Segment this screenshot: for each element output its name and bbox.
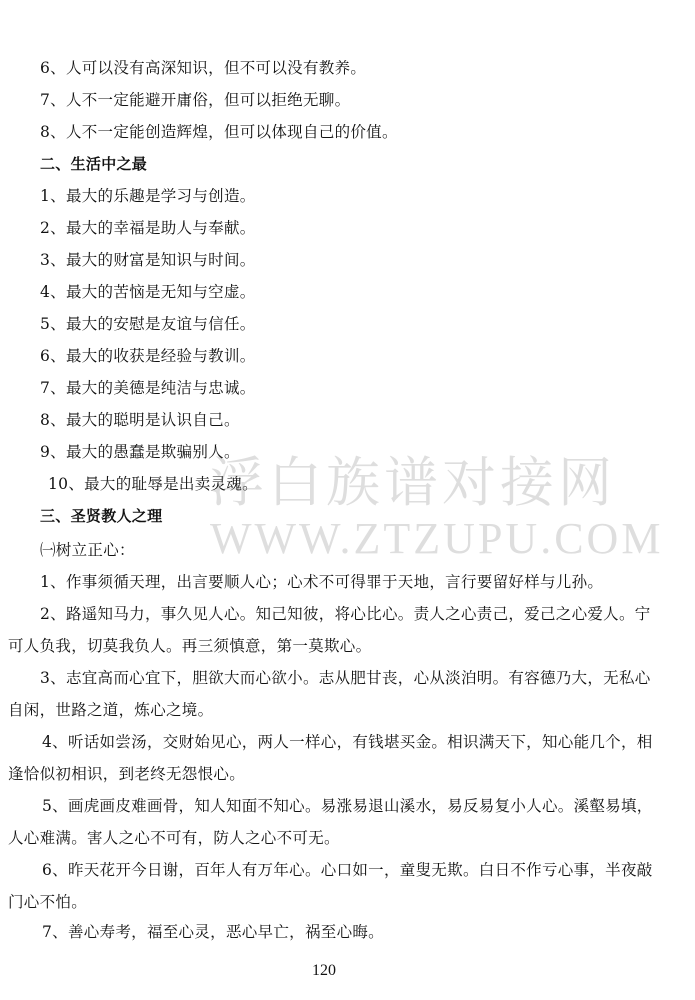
text-line: 3、最大的财富是知识与时间。 xyxy=(40,251,256,269)
text-line: 8、人不一定能创造辉煌，但可以体现自己的价值。 xyxy=(40,123,398,141)
text-line: 1、作事须循天理，出言要顺人心；心术不可得罪于天地，言行要留好样与儿孙。 xyxy=(40,573,604,591)
text-line: 可人负我，切莫我负人。再三须慎意，第一莫欺心。 xyxy=(8,637,372,655)
text-line: 6、昨天花开今日谢，百年人有万年心。心口如一，童叟无欺。白日不作亏心事，半夜敲 xyxy=(42,861,653,879)
text-line: 2、路遥知马力，事久见人心。知己知彼，将心比心。责人之心责己，爱己之心爱人。宁 xyxy=(40,605,651,623)
text-line: 人心难满。害人之心不可有，防人之心不可无。 xyxy=(8,829,340,847)
text-line: 5、最大的安慰是友谊与信任。 xyxy=(40,315,256,333)
text-line: 自闲，世路之道，炼心之境。 xyxy=(8,701,214,719)
watermark-url: WWW.ZTZUPU.COM xyxy=(210,514,664,563)
watermark-title: 浮白族谱对接网 xyxy=(210,451,616,514)
section-heading: 三、圣贤教人之理 xyxy=(40,507,163,525)
watermark xyxy=(210,440,664,563)
text-line: 7、最大的美德是纯洁与忠诚。 xyxy=(40,379,256,397)
text-line: 7、善心寿考，福至心灵，恶心早亡，祸至心晦。 xyxy=(42,923,384,941)
page-number: 120 xyxy=(312,962,336,979)
text-line: 逢恰似初相识，到老终无怨恨心。 xyxy=(8,765,246,783)
text-line: 2、最大的幸福是助人与奉献。 xyxy=(40,219,256,237)
text-line: 6、最大的收获是经验与教训。 xyxy=(40,347,256,365)
subsection-heading: ㈠树立正心： xyxy=(40,541,135,559)
text-line: 6、人可以没有高深知识，但不可以没有教养。 xyxy=(40,59,367,77)
text-line: 5、画虎画皮难画骨，知人知面不知心。易涨易退山溪水，易反易复小人心。溪壑易填， xyxy=(42,797,653,815)
text-line: 门心不怕。 xyxy=(8,893,88,911)
text-line: 4、最大的苦恼是无知与空虚。 xyxy=(40,283,256,301)
text-line: 8、最大的聪明是认识自己。 xyxy=(40,411,240,429)
text-line: 3、志宜高而心宜下，胆欲大而心欲小。志从肥甘丧，心从淡泊明。有容德乃大，无私心 xyxy=(40,669,651,687)
text-line: 10、最大的耻辱是出卖灵魂。 xyxy=(48,475,258,493)
section-heading: 二、生活中之最 xyxy=(40,155,148,173)
text-line: 4、听话如尝汤，交财始见心，两人一样心，有钱堪买金。相识满天下，知心能几个，相 xyxy=(42,733,653,751)
text-line: 9、最大的愚蠢是欺骗别人。 xyxy=(40,443,240,461)
text-line: 1、最大的乐趣是学习与创造。 xyxy=(40,187,256,205)
text-line: 7、人不一定能避开庸俗，但可以拒绝无聊。 xyxy=(40,91,351,109)
